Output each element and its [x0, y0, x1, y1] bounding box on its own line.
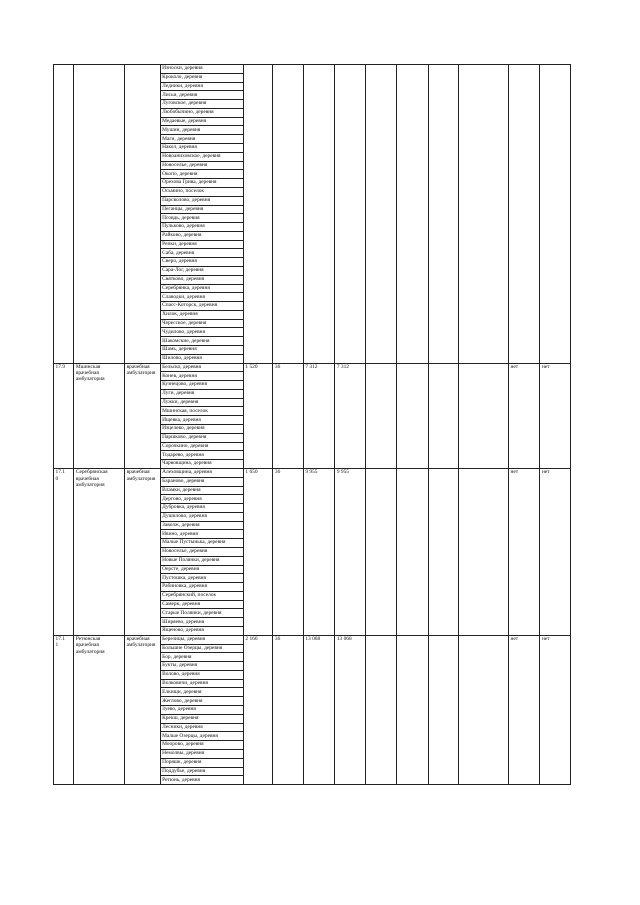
- empty-cell: [365, 635, 396, 784]
- row-number: 17.9: [54, 363, 74, 468]
- settlements-list: [161, 636, 243, 784]
- empty-cell: [397, 635, 428, 784]
- empty-cell: [459, 363, 509, 468]
- settlement-item: Сверо, деревня: [161, 258, 243, 267]
- row-number: 17.1 0: [54, 468, 74, 635]
- settlement-item: Ширяево, деревня: [161, 618, 243, 627]
- empty-cell: [365, 363, 396, 468]
- settlement-item: Ищевка, деревня: [161, 416, 243, 425]
- settlement-item: Паршково, деревня: [161, 433, 243, 442]
- empty-cell: [365, 468, 396, 635]
- empty-cell: [397, 468, 428, 635]
- row-number: 17.1 1: [54, 635, 74, 784]
- settlement-item: Пеганцы, деревня: [161, 205, 243, 214]
- settlement-item: Малые Пустынька, деревня: [161, 539, 243, 548]
- settlement-item: Лисьи, деревня: [161, 91, 243, 100]
- settlement-item: Репки, деревня: [161, 240, 243, 249]
- settlement-item: Лужки, деревня: [161, 398, 243, 407]
- availability-cell: [509, 65, 540, 364]
- settlement-item: Изцелево, деревня: [161, 425, 243, 434]
- norm-cell: 36: [273, 468, 303, 635]
- settlement-item: Шамь, деревня: [161, 346, 243, 355]
- settlement-item: Сара-Лог, деревня: [161, 266, 243, 275]
- settlement-item: Бор, деревня: [161, 653, 243, 662]
- settlement-item: Орехова Грива, деревня: [161, 179, 243, 188]
- settlement-item: Луги, деревня: [161, 389, 243, 398]
- norm-cell: 36: [273, 363, 303, 468]
- settlement-item: Кроколо, деревня: [161, 73, 243, 82]
- settlement-item: Новые Полянки, деревня: [161, 556, 243, 565]
- availability-cell: нет: [540, 363, 571, 468]
- capacity-cell: [303, 65, 334, 364]
- institution-type: [125, 65, 161, 364]
- settlement-item: Елкищи, деревня: [161, 688, 243, 697]
- institution-type: врачебная амбулатория: [125, 635, 161, 784]
- settlement-item: Лесники, деревня: [161, 723, 243, 732]
- settlement-item: Пульково, деревня: [161, 223, 243, 232]
- settlement-item: Серебрянка, деревня: [161, 284, 243, 293]
- settlement-item: Осьмино, поселок: [161, 187, 243, 196]
- settlement-item: Чересское, деревня: [161, 319, 243, 328]
- settlement-item: Псовдь, деревня: [161, 214, 243, 223]
- settlement-item: Оерсте, деревня: [161, 565, 243, 574]
- settlement-item: Мшинская, поселок: [161, 407, 243, 416]
- settlement-item: Святково, деревня: [161, 275, 243, 284]
- empty-cell: [428, 468, 458, 635]
- settlement-item: Душилово, деревня: [161, 512, 243, 521]
- settlement-item: Поддубье, деревня: [161, 767, 243, 776]
- settlement-item: Поряшк, деревня: [161, 758, 243, 767]
- settlements-list: [161, 65, 243, 363]
- settlements-cell: [160, 468, 243, 635]
- empty-cell: [397, 65, 428, 364]
- empty-cell: [428, 635, 458, 784]
- settlement-item: Ретюнь, деревня: [162, 776, 201, 783]
- capacity-cell: 13 068: [303, 635, 334, 784]
- settlements-cell: [160, 635, 243, 784]
- settlement-item: Спасс-Которск, деревня: [161, 302, 243, 311]
- empty-cell: [365, 65, 396, 364]
- settlements-cell: [160, 363, 243, 468]
- settlement-item: Славодки, деревня: [161, 293, 243, 302]
- settlement-item: Шилово, деревня: [162, 355, 202, 362]
- settlement-item: Дергово, деревня: [161, 495, 243, 504]
- population-cell: 1 650: [243, 468, 272, 635]
- settlement-item: Маги, деревня: [161, 135, 243, 144]
- settlement-item: Новоселье, деревня: [161, 161, 243, 170]
- institution-name: Мшинская врачебная амбулатория: [74, 363, 125, 468]
- capacity-cell: 7 312: [303, 363, 334, 468]
- settlement-item: Жеглово, деревня: [161, 697, 243, 706]
- settlement-item: Окопо, деревня: [161, 170, 243, 179]
- availability-cell: [540, 65, 571, 364]
- settlement-item: Вламки, деревня: [161, 486, 243, 495]
- settlement-item: Чарвовщина, деревня: [162, 460, 212, 467]
- settlements-cell: [160, 65, 243, 364]
- empty-cell: [428, 363, 458, 468]
- required-cell: [335, 65, 365, 364]
- institution-row: [54, 363, 571, 468]
- settlement-item: Сорочкино, деревня: [161, 442, 243, 451]
- institution-name: Ретюнская врачебная амбулатория: [74, 635, 125, 784]
- institution-type: врачебная амбулатория: [125, 468, 161, 635]
- empty-cell: [397, 363, 428, 468]
- settlement-item: Моорово, деревня: [161, 741, 243, 750]
- settlement-item: Ледники, деревня: [161, 82, 243, 91]
- settlement-item: Тодарево, деревня: [161, 451, 243, 460]
- settlement-item: Чудилово, деревня: [161, 328, 243, 337]
- settlement-item: Бараново, деревня: [161, 477, 243, 486]
- availability-cell: нет: [540, 635, 571, 784]
- settlement-item: Накол, деревня: [161, 144, 243, 153]
- settlement-item: Луговское, деревня: [161, 100, 243, 109]
- institution-row: [54, 468, 571, 635]
- settlement-item: Крекш, деревня: [161, 714, 243, 723]
- institution-name: [74, 65, 125, 364]
- settlement-item: Конев, деревня: [161, 372, 243, 381]
- availability-cell: нет: [509, 468, 540, 635]
- settlement-item: Бельско, деревня: [161, 364, 243, 372]
- required-cell: 9 955: [335, 468, 365, 635]
- empty-cell: [459, 468, 509, 635]
- norm-cell: [273, 65, 303, 364]
- settlements-list: [161, 364, 243, 468]
- settlement-item: Ященово, деревня: [162, 627, 204, 634]
- norm-cell: 36: [273, 635, 303, 784]
- required-cell: 7 312: [335, 363, 365, 468]
- settlement-item: Хилок, деревня: [161, 310, 243, 319]
- settlement-item: Березицы, деревня: [161, 636, 243, 644]
- settlement-item: Букты, деревня: [161, 662, 243, 671]
- settlement-item: Заволж, деревня: [161, 521, 243, 530]
- settlement-item: Волово, деревня: [161, 670, 243, 679]
- institution-row: [54, 635, 571, 784]
- settlement-item: Парсволово, деревня: [161, 196, 243, 205]
- settlement-item: Малые Озерцы, деревня: [161, 732, 243, 741]
- institution-type: врачебная амбулатория: [125, 363, 161, 468]
- settlement-item: Серебрянский, поселок: [161, 591, 243, 600]
- settlement-item: Рабиновка, деревня: [161, 583, 243, 592]
- settlement-item: Зуево, деревня: [161, 706, 243, 715]
- availability-cell: нет: [509, 363, 540, 468]
- settlement-item: Новоаниховское, деревня: [161, 152, 243, 161]
- population-cell: 2 166: [243, 635, 272, 784]
- institution-name: Серебрянская врачебная амбулатория: [74, 468, 125, 635]
- settlement-item: Старые Полянки, деревня: [161, 609, 243, 618]
- settlement-item: Шакомские, деревня: [161, 337, 243, 346]
- settlement-item: Дубровка, деревня: [161, 504, 243, 513]
- settlement-item: Райково, деревня: [161, 231, 243, 240]
- settlement-item: Медаевые, деревня: [161, 117, 243, 126]
- empty-cell: [459, 65, 509, 364]
- institution-row: [54, 65, 571, 364]
- availability-cell: нет: [509, 635, 540, 784]
- row-number: [54, 65, 74, 364]
- population-cell: 1 520: [243, 363, 272, 468]
- settlements-list: [161, 469, 243, 635]
- settlement-item: Пустошка, деревня: [161, 574, 243, 583]
- settlement-item: Большие Озерцы, деревня: [161, 644, 243, 653]
- settlement-item: Любобычино, деревня: [161, 108, 243, 117]
- settlement-item: Кузнецово, деревня: [161, 381, 243, 390]
- settlement-item: Самерк, деревня: [161, 600, 243, 609]
- required-cell: 13 068: [335, 635, 365, 784]
- settlement-item: Саба, деревня: [161, 249, 243, 258]
- empty-cell: [428, 65, 458, 364]
- settlement-item: Немолвы, деревня: [161, 749, 243, 758]
- population-cell: [243, 65, 272, 364]
- settlement-item: Волковичи, деревня: [161, 679, 243, 688]
- availability-cell: нет: [540, 468, 571, 635]
- institutions-table: [53, 64, 571, 785]
- settlement-item: Ивино, деревня: [161, 530, 243, 539]
- empty-cell: [459, 635, 509, 784]
- settlement-item: Новоселье, деревня: [161, 547, 243, 556]
- settlement-item: Алеховщина, деревня: [161, 469, 243, 477]
- settlement-item: Износки, деревня: [161, 65, 243, 73]
- capacity-cell: 9 955: [303, 468, 334, 635]
- settlement-item: Мушин, деревня: [161, 126, 243, 135]
